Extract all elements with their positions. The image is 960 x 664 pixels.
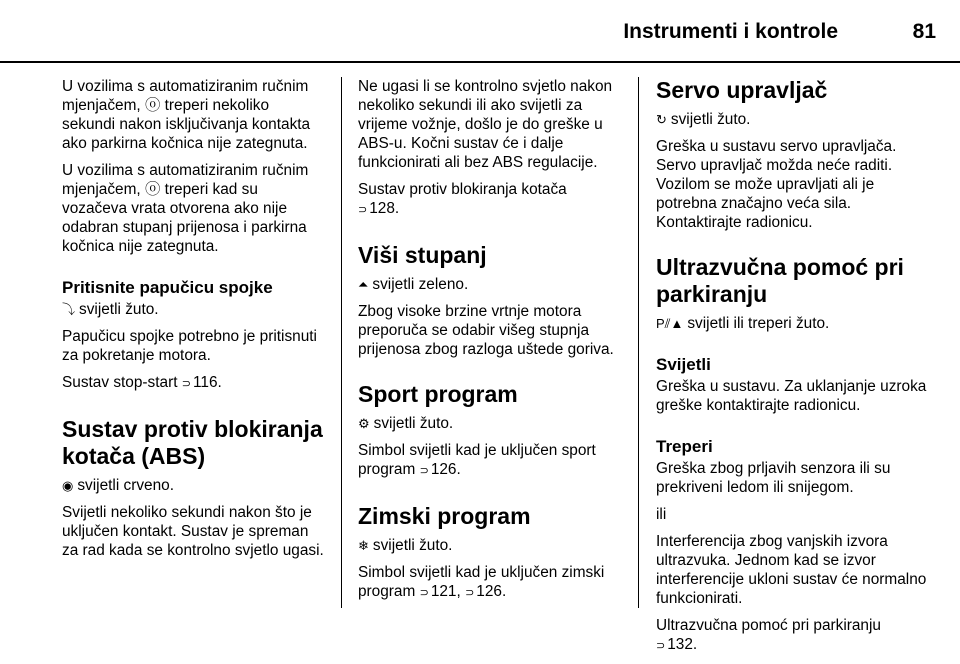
column-3 [656,77,932,664]
reference-label: Sustav stop-start [62,374,178,391]
section-heading-clutch: Pritisnite papučicu spojke [62,278,273,297]
reference-arrow-icon: ⊃ [656,640,666,652]
section-heading-servo: Servo upravljač [656,77,828,103]
status-line [358,536,624,555]
status-text: svijetli zeleno. [372,276,469,293]
reference-arrow-icon: ⊃ [465,587,475,599]
status-text: svijetli crveno. [77,477,174,494]
cross-reference [656,616,932,656]
paragraph: Interferencija zbog vanjskih izvora ultrazvuka. Jednom kad se izvor interferencije ukloni sustav će normalno funkcionirati. [656,533,927,607]
status-text: svijetli ili treperi žuto. [687,315,830,332]
header-rule [0,61,960,63]
paragraph: Svijetli nekoliko sekundi nakon što je uključen kontakt. Sustav je spreman za rad kada se kontrolno svjetlo ugasi. [62,504,324,559]
subheading-lit: Svijetli [656,355,711,374]
paragraph-text: Simbol svijetli kad je uključen zimski program [358,564,605,600]
paragraph: Greška u sustavu servo upravljača. Servo upravljač možda neće raditi. Vozilom se može upravljati ali je potrebna značajno veća sila. Kontaktirajte radionicu. [656,138,897,231]
paragraph: Greška zbog prljavih senzora ili su prekriveni ledom ili snijegom. [656,460,891,496]
reference-label: Ultrazvučna pomoć pri parkiranju [656,617,881,634]
clutch-pedal-icon: ⤵ [62,302,76,317]
paragraph-text: Simbol svijetli kad je uključen sport program [358,442,596,478]
section-heading-sport: Sport program [358,381,518,407]
reference-page[interactable]: 128. [369,200,400,217]
reference-page[interactable]: 116. [192,374,222,391]
reference-arrow-icon: ⊃ [181,378,191,390]
status-line [62,476,324,495]
subheading-flashing: Treperi [656,437,713,456]
status-text: svijetli žuto. [373,415,454,432]
paragraph: ili [656,506,667,523]
status-line [656,110,932,129]
status-line [358,275,624,294]
parking-sensor-icon: P⫽▲ [656,316,684,331]
status-line [62,300,324,319]
paragraph: Ne ugasi li se kontrolno svjetlo nakon nekoliko sekundi ili ako svijetli za vrijeme vožnje, došlo je do greške u ABS-u. Kočni sustav će i dalje funkcionirati ali bez ABS regulacije. [358,78,613,171]
column-2 [358,77,624,611]
page-number: 81 [912,20,936,43]
paragraph: U vozilima s automatiziranim ručnim mjenjačem, ⓞ treperi kad su vozačeva vrata otvorena ako nije odabran stupanj prijenosa i parkirna kočnica nije zategnuta. [62,162,309,255]
paragraph: Zbog visoke brzine vrtnje motora preporuča se odabir višeg stupnja prijenosa zbog razloga uštede goriva. [358,303,614,358]
cross-reference [62,373,324,394]
status-line [656,314,932,333]
status-text: svijetli žuto. [79,301,159,318]
status-text: svijetli žuto. [670,111,751,128]
upshift-arrow-icon: ⏶ [358,277,369,292]
reference-label: Sustav protiv blokiranja kotača [358,181,567,198]
cross-reference [358,180,624,220]
section-heading-upshift: Viši stupanj [358,242,487,268]
snowflake-icon: ❄ [358,538,369,553]
paragraph: Greška u sustavu. Za uklanjanje uzroka greške kontaktirajte radionicu. [656,378,927,414]
status-line [358,414,624,433]
reference-page[interactable]: 126. [476,583,507,600]
column-divider [638,77,639,608]
reference-arrow-icon: ⊃ [419,587,429,599]
reference-page[interactable]: 121, [430,583,461,600]
paragraph: U vozilima s automatiziranim ručnim mjenjačem, ⓞ treperi nekoliko sekundi nakon isključivanja kontakta ako parkirna kočnica nije zategnuta. [62,78,311,152]
section-heading-winter: Zimski program [358,503,531,529]
paragraph: Papučicu spojke potrebno je pritisnuti za pokretanje motora. [62,328,317,364]
page-header-title: Instrumenti i kontrole [623,20,838,43]
section-heading-parking: Ultrazvučna pomoć pri parkiranju [656,254,904,307]
reference-arrow-icon: ⊃ [419,465,429,477]
status-text: svijetli žuto. [372,537,453,554]
paragraph [358,563,624,603]
sport-mode-icon: ⚙ [358,416,370,431]
reference-arrow-icon: ⊃ [358,204,368,216]
section-heading-abs: Sustav protiv blokiranja kotača (ABS) [62,416,323,469]
steering-wheel-icon: ↻ [656,112,667,127]
reference-page[interactable]: 126. [430,461,461,478]
column-1 [62,77,324,568]
reference-page[interactable]: 132. [667,636,698,653]
paragraph [358,441,624,481]
column-divider [341,77,342,608]
abs-warning-icon: ◉ [62,478,74,493]
